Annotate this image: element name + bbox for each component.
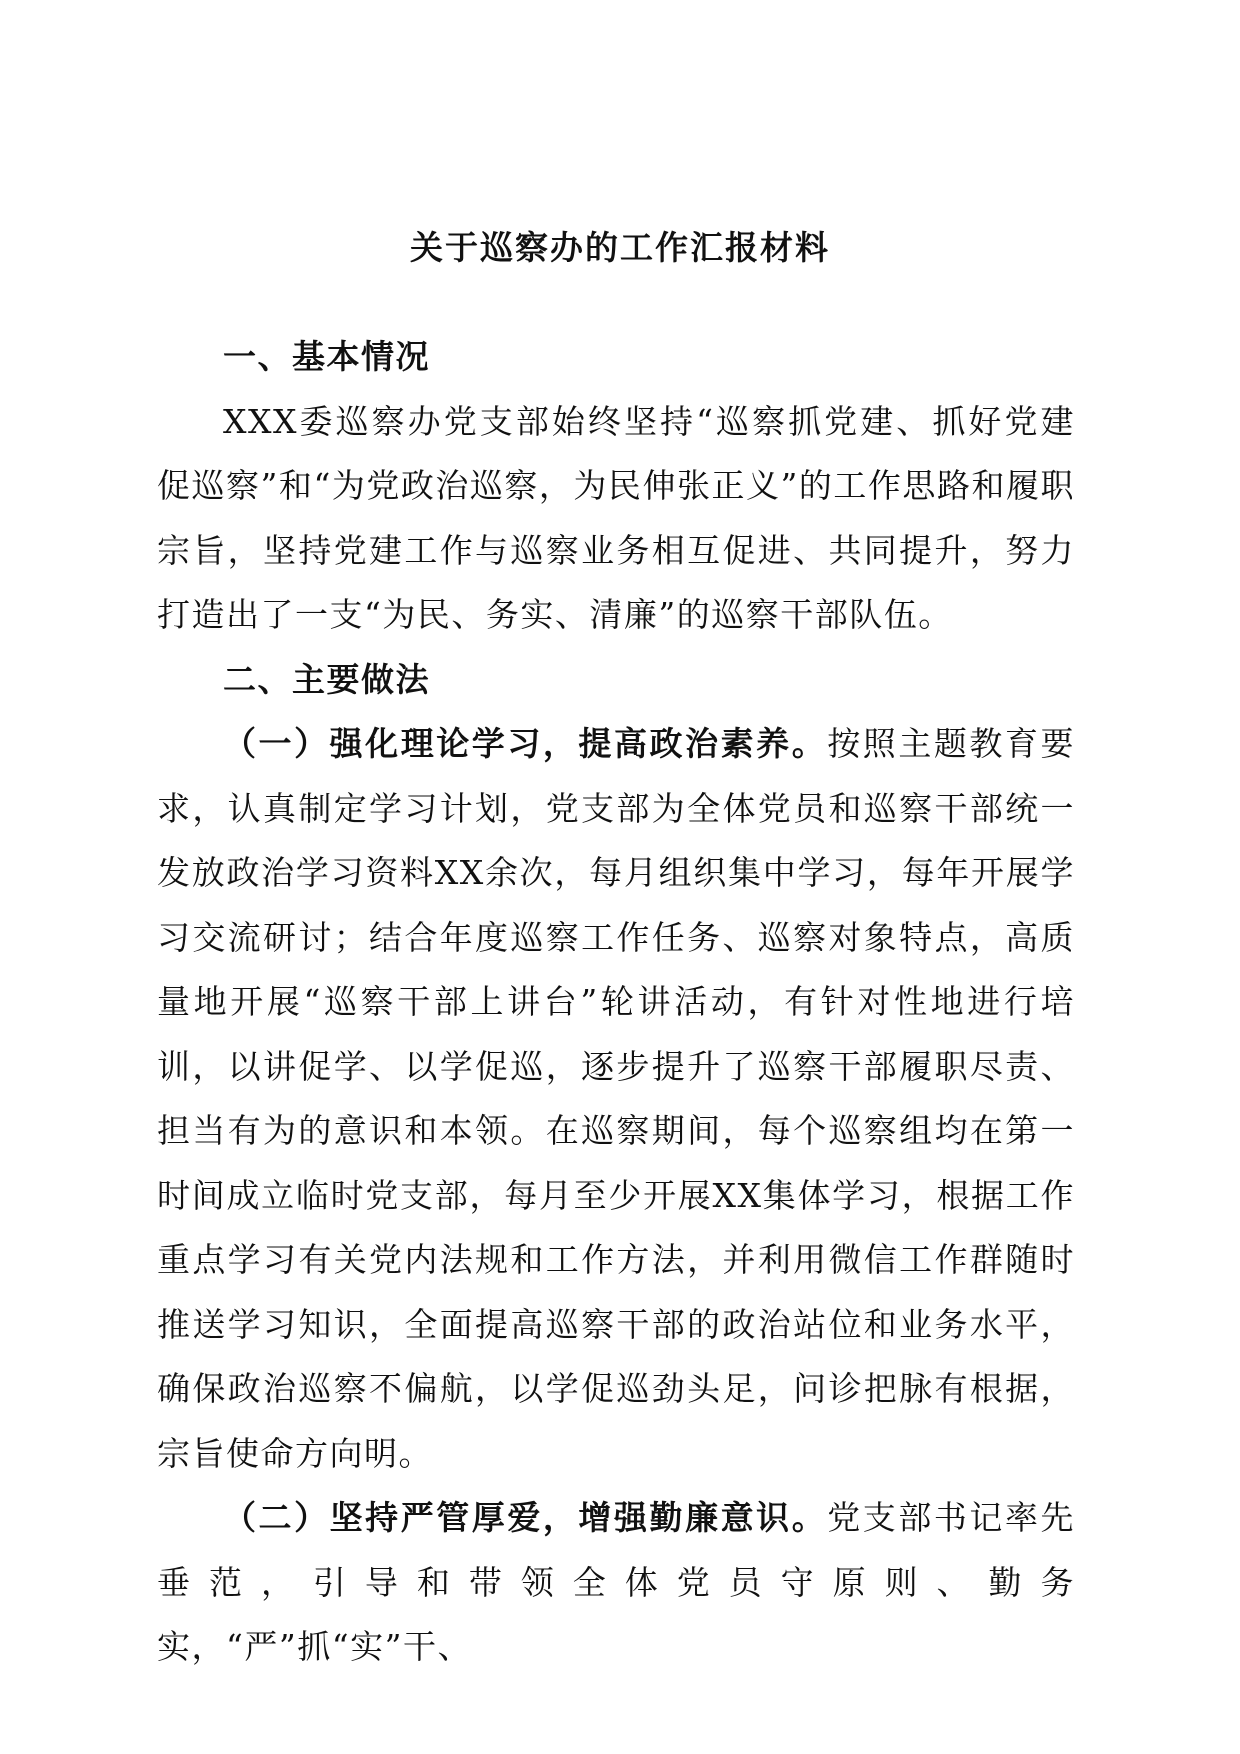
section-heading-basic-situation: 一、基本情况 — [223, 337, 430, 376]
paragraph-lead-heading: （二）坚持严管厚爱，增强勤廉意识。 — [223, 1498, 828, 1537]
document-title: 关于巡察办的工作汇报材料 — [410, 228, 830, 267]
paragraph-theory-study — [157, 712, 1075, 1486]
document-body — [157, 325, 1075, 1680]
section-heading-main-practices: 二、主要做法 — [223, 659, 430, 699]
paragraph-text: XXX委巡察办党支部始终坚持“巡察抓党建、抓好党建促巡察”和“为党政治巡察，为民伸张正义”的工作思路和履职宗旨，坚持党建工作与巡察业务相互促进、共同提升，努力打造出了一支“为民、务实、清廉”的巡察干部队伍。 — [157, 401, 1075, 634]
paragraph-strict-management — [157, 1486, 1075, 1680]
paragraph-text: 党支部书记率先垂范，引导和带领全体党员守原则、勤务实，“严”抓“实”干、 — [157, 1498, 1076, 1666]
paragraph-basic-situation — [157, 390, 1075, 648]
paragraph-lead-heading: （一）强化理论学习，提高政治素养。 — [223, 724, 828, 763]
paragraph-text: 按照主题教育要求，认真制定学习计划，党支部为全体党员和巡察干部统一发放政治学习资料XX余次，每月组织集中学习，每年开展学习交流研讨；结合年度巡察工作任务、巡察对象特点，高质量地开展“巡察干部上讲台”轮讲活动，有针对性地进行培训，以讲促学、以学促巡，逐步提升了巡察干部履职尽责、担当有为的意识和本领。在巡察期间，每个巡察组均在第一时间成立临时党支部，每月至少开展XX集体学习，根据工作重点学习有关党内法规和工作方法，并利用微信工作群随时推送学习知识，全面提高巡察干部的政治站位和业务水平，确保政治巡察不偏航，以学促巡劲头足，问诊把脉有根据，宗旨使命方向明。 — [157, 724, 1076, 1473]
